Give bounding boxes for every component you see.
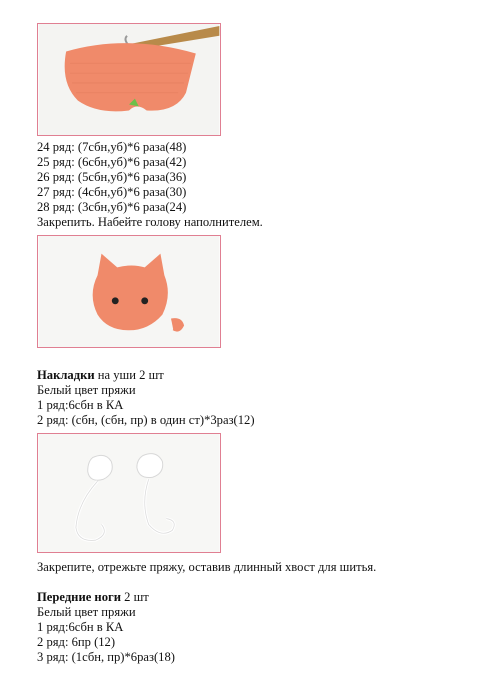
ear-pads-note: Закрепите, отрежьте пряжу, оставив длинный хвост для шитья. [37, 560, 377, 574]
row-27: 27 ряд: (4сбн,уб)*6 раза(30) [37, 185, 187, 199]
photo-ear-pads [37, 433, 221, 553]
ear-pads-row-2: 2 ряд: (сбн, (сбн, пр) в один ст)*3раз(12) [37, 413, 255, 427]
photo-stuffed-head [37, 235, 221, 348]
ear-pads-row-1: 1 ряд:6сбн в КА [37, 398, 124, 412]
stuff-head-note: Закрепить. Набейте голову наполнителем. [37, 215, 263, 229]
front-legs-row-1: 1 ряд:6сбн в КА [37, 620, 124, 634]
front-legs-row-3: 3 ряд: (1сбн, пр)*6раз(18) [37, 650, 175, 664]
row-25: 25 ряд: (6сбн,уб)*6 раза(42) [37, 155, 187, 169]
front-legs-row-2: 2 ряд: 6пр (12) [37, 635, 116, 649]
row-24: 24 ряд: (7сбн,уб)*6 раза(48) [37, 140, 187, 154]
ear-pads-title-rest: на уши 2 шт [94, 368, 164, 382]
ear-pads-color: Белый цвет пряжи [37, 383, 136, 397]
photo-head-on-hook [37, 23, 221, 136]
row-28: 28 ряд: (3сбн,уб)*6 раза(24) [37, 200, 187, 214]
ear-pads-image [38, 434, 220, 552]
front-legs-color: Белый цвет пряжи [37, 605, 136, 619]
head-on-hook-image [38, 24, 220, 135]
front-legs-title-bold: Передние ноги [37, 590, 121, 604]
front-legs-title [37, 590, 149, 605]
row-26: 26 ряд: (5сбн,уб)*6 раза(36) [37, 170, 187, 184]
front-legs-title-rest: 2 шт [120, 590, 149, 604]
stuffed-head-image [38, 236, 220, 347]
ear-pads-title-bold: Накладки [37, 368, 95, 382]
ear-pads-title [37, 368, 164, 383]
